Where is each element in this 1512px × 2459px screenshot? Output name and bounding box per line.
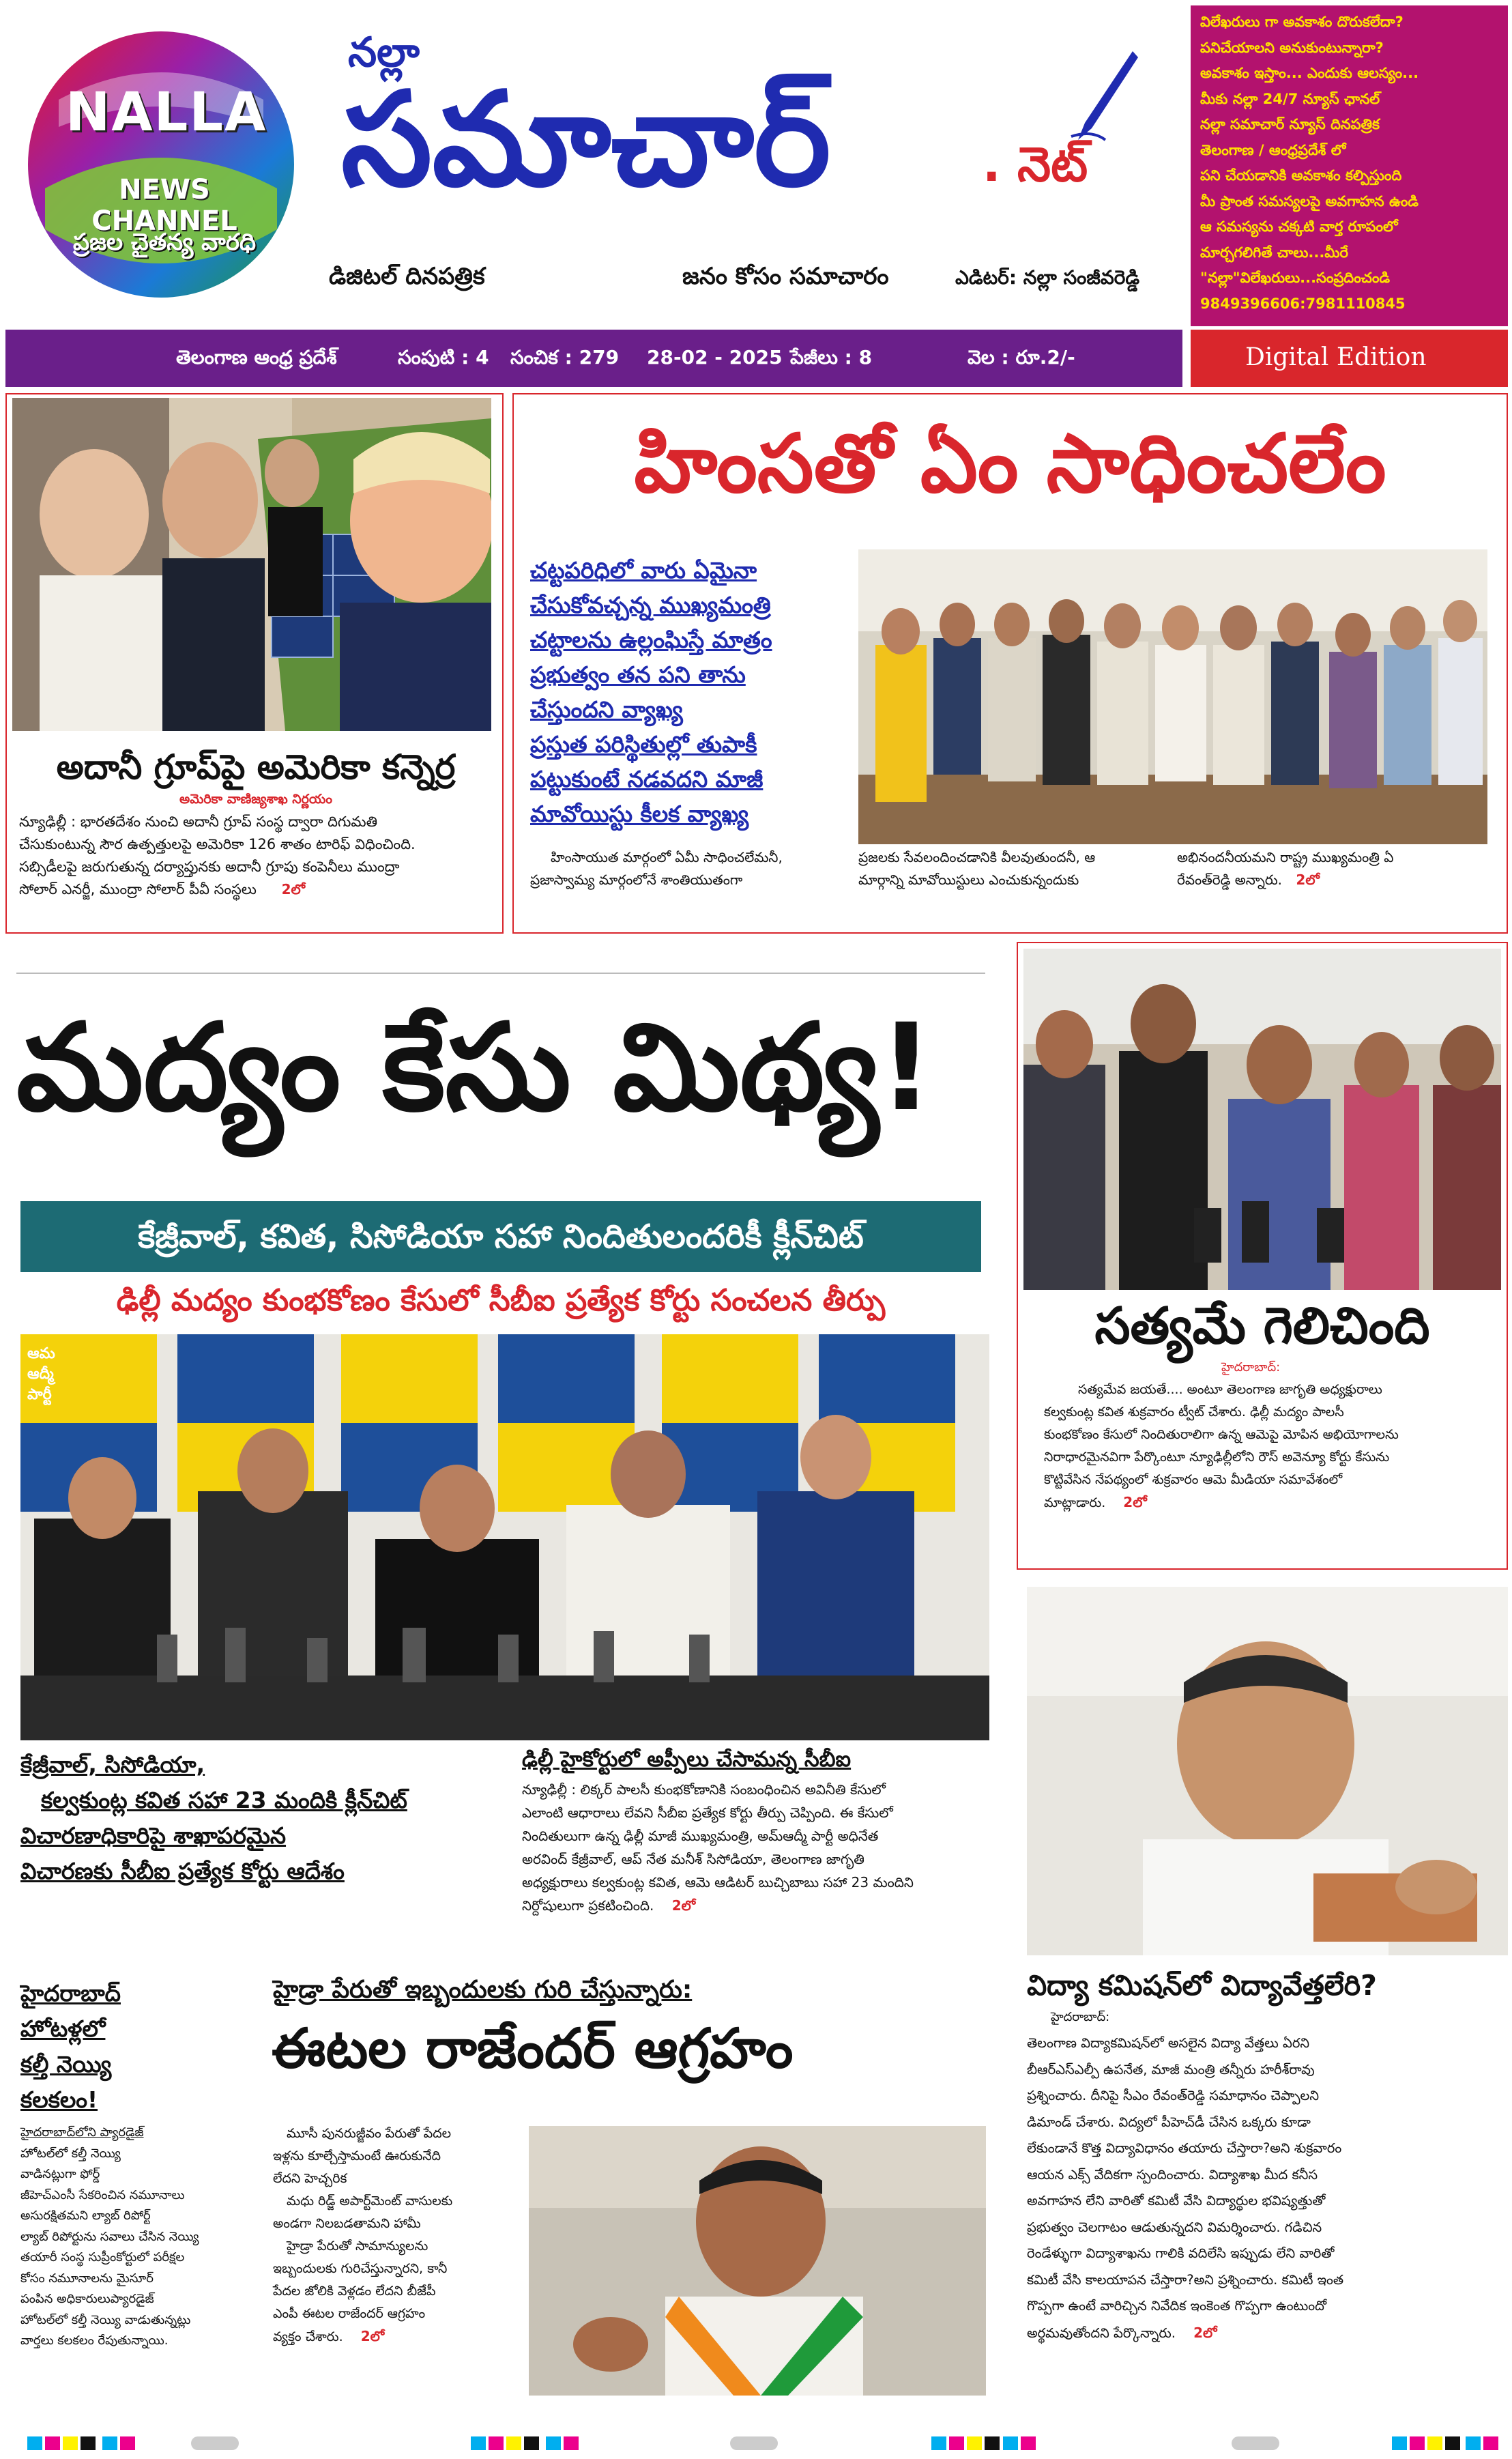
truth-headline: సత్యమే గెలిచింది — [1094, 1297, 1430, 1355]
etela-line: మధు రిడ్జ్ అపార్ట్‌మెంట్ వాసులకు — [287, 2194, 453, 2209]
info-pages: పేజీలు : 8 — [790, 346, 873, 369]
education-line: తెలంగాణ విద్యాకమిషన్‌లో అసలైన విద్యా వేత్తలు ఏరని — [1027, 2035, 1310, 2051]
education-line: ప్రభుత్వం చెలగాటం ఆడుతున్నదని విమర్శించారు. గడిచిన — [1027, 2219, 1322, 2235]
ghee-headline-line[interactable]: కల్తీ నెయ్యి — [20, 2051, 112, 2077]
ghee-line: హైదరాబాద్‌లోని ప్యారడైజ్ — [20, 2125, 144, 2140]
logo-title: NALLA — [66, 82, 267, 143]
truth-more-link[interactable]: 2లో — [1123, 1494, 1147, 1510]
violence-body-line — [1177, 869, 1394, 891]
liquor-subbanner: ఢిల్లీ మద్యం కుంభకోణం కేసులో సీబీఐ ప్రత్యేక కోర్టు సంచలన తీర్పు — [116, 1283, 886, 1318]
liquor-line: అరవింద్ కేజ్రీవాల్, ఆప్ నేత మనీశ్ సిసోడియా, తెలంగాణ జాగృతి — [522, 1851, 864, 1867]
adani-subhead: అమెరికా వాణిజ్యశాఖ నిర్ణయం — [179, 792, 332, 807]
violence-line[interactable]: చట్టాలను ఉల్లంఘిస్తే మాత్రం — [530, 627, 772, 653]
violence-line[interactable]: చట్టపరిధిలో వారు ఏమైనా — [530, 557, 757, 584]
truth-line-text: మాట్లాడారు. — [1044, 1495, 1106, 1510]
logo-subtitle: NEWS CHANNEL — [91, 174, 237, 237]
logo-tagline: ప్రజల చైతన్య వారధి — [73, 229, 256, 256]
etela-line: హైడ్రా పేరుతో సామాన్యులను — [287, 2239, 428, 2254]
ghee-line: తయారీ సంస్థ సుప్రీంకోర్టులో పరీక్షల — [20, 2250, 185, 2264]
ghee-line: పంపిన అధికారులుప్యారడైజ్ — [20, 2292, 154, 2306]
ad-line: మార్చగలిగితే చాలు...మీరే — [1200, 244, 1348, 261]
education-body — [1027, 2030, 1343, 2346]
ghee-headline-line[interactable]: హోటళ్లలో — [20, 2015, 106, 2042]
truth-line: కొట్టివేసిన నేపథ్యంలో శుక్రవారం ఆమె మీడియా సమావేశంలో — [1044, 1472, 1343, 1487]
violence-line[interactable]: పట్టుకుంటే నడవదని మాజీ — [530, 766, 764, 792]
etela-line: ఎంపీ ఈటల రాజేందర్ ఆగ్రహం — [273, 2306, 426, 2321]
masthead-left-tag: డిజిటల్ దినపత్రిక — [329, 263, 485, 290]
etela-kicker: హైడ్రా పేరుతో ఇబ్బందులకు గురి చేస్తున్నారు: — [273, 1976, 693, 2004]
ghee-line: వార్తలు కలకలం రేపుతున్నాయి. — [20, 2333, 169, 2348]
etela-photo — [529, 2126, 986, 2396]
masthead-editor: ఎడిటర్: నల్లా సంజీవరెడ్డి — [955, 266, 1140, 289]
ad-line: మీ ప్రాంత సమస్యలపై అవగాహన ఉండి — [1200, 192, 1419, 210]
ad-line: పని చేయడానికి అవకాశం కల్పిస్తుంది — [1200, 167, 1402, 184]
info-price: వెల : రూ.2/- — [968, 346, 1075, 369]
education-line: అవగాహన లేని వారితో కమిటీ వేసి విద్యార్థుల భవిష్యత్తుతో — [1027, 2193, 1326, 2209]
violence-more-link[interactable]: 2లో — [1296, 872, 1320, 888]
info-date: 28-02 - 2025 — [647, 346, 783, 369]
violence-body-line: అభినందనీయమని రాష్ట్ర ముఖ్యమంత్రి ఏ — [1177, 849, 1394, 865]
ghee-line: అసురక్షితమని ల్యాబ్ రిపోర్ట్ — [20, 2209, 151, 2223]
liquor-line: నిందితులుగా ఉన్న ఢిల్లీ మాజీ ముఖ్యమంత్రి, అమ్‌ఆద్మీ పార్టీ అధినేత — [522, 1828, 879, 1844]
liquor-highlight[interactable]: విచారణాధికారిపై శాఖాపరమైన — [20, 1822, 287, 1849]
ghee-line: హోటల్‌లో కల్తీ నెయ్యి — [20, 2146, 121, 2161]
liquor-highlight[interactable]: కల్వకుంట్ల కవిత సహా 23 మందికి క్లీన్‌చిట్ — [41, 1787, 407, 1813]
ghee-headline-line[interactable]: హైదరాబాద్ — [20, 1980, 121, 2007]
education-line — [1027, 2320, 1343, 2347]
pen-icon — [1064, 48, 1139, 146]
liquor-highlight[interactable]: కేజ్రీవాల్, సిసోడియా, — [20, 1751, 205, 1778]
ad-line: మీకు నల్లా 24/7 న్యూస్ ఛానల్ — [1200, 90, 1380, 107]
adani-line: సబ్సిడీలపై జరుగుతున్న దర్యాప్తునకు అదానీ గ్రూపు కంపెనీలు ముంద్రా — [19, 859, 400, 875]
etela-line: లేదని హెచ్చరిక — [273, 2171, 347, 2186]
etela-headline: ఈటల రాజేందర్ ఆగ్రహం — [272, 2017, 794, 2080]
adani-line: చేసుకుంటున్న సౌర ఉత్పత్తులపై అమెరికా 126 శాతం టారిఫ్ విధించింది. — [19, 836, 416, 852]
etela-more-link[interactable]: 2లో — [360, 2328, 385, 2344]
adani-line-text: సోలార్ ఎనర్జీ, ముంద్రా సోలార్ పీవీ సంస్థలు — [19, 881, 257, 897]
truth-line: సత్యమేవ జయతే.... అంటూ తెలంగాణ జాగృతి అధ్యక్షురాలు — [1078, 1382, 1382, 1397]
violence-body-line: హింసాయుత మార్గంలో ఏమీ సాధించలేమనీ, — [551, 849, 783, 865]
etela-line-text: వ్యక్తం చేశారు. — [273, 2329, 343, 2344]
education-dateline: హైదరాబాద్: — [1051, 2010, 1110, 2024]
ghee-line: కోసం నమూనాలను మైసూర్ — [20, 2271, 154, 2286]
etela-line: ఇళ్లను కూల్చేస్తామంటే ఊరుకునేది — [273, 2148, 441, 2163]
education-line: రెండేళ్ళుగా విద్యాశాఖను గాలికి వదిలేసి ఇప్పుడు లేని వారితో — [1027, 2245, 1335, 2261]
violence-line[interactable]: చేసుకోవచ్చన్న ముఖ్యమంత్రి — [530, 592, 771, 618]
edition-badge — [1191, 330, 1508, 387]
ad-line: "నల్లా"విలేఖరులు...సంప్రదించండి — [1200, 270, 1391, 286]
adani-body — [19, 811, 497, 901]
liquor-more-link[interactable]: 2లో — [671, 1897, 696, 1914]
cm-meeting-photo — [858, 549, 1487, 844]
liquor-line: ఎలాంటి ఆధారాలు లేవని సీబీఐ ప్రత్యేక కోర్టు తీర్పు చెప్పింది. ఈ కేసులో — [522, 1804, 893, 1821]
ghee-body — [20, 2123, 199, 2352]
liquor-sub-headline: ఢిల్లీ హైకోర్టులో అప్పీలు చేసామన్న సీబీఐ — [522, 1747, 852, 1772]
education-line: బీఆర్ఎస్ఎల్పీ ఉపనేత, మాజీ మంత్రి తన్నీరు హరీశ్‌రావు — [1027, 2061, 1315, 2077]
truth-body — [1044, 1379, 1399, 1514]
ad-phone: 9849396606:7981110845 — [1200, 295, 1406, 312]
education-line: ప్రశ్నించారు. దీనిపై సీఎం రేవంత్‌రెడ్డి సమాధానం చెప్పాలని — [1027, 2088, 1320, 2103]
etela-line: మూసీ పునరుజ్జీవం పేరుతో పేదల — [287, 2126, 452, 2141]
ghee-headline — [20, 1976, 121, 2118]
info-bar — [5, 330, 1182, 387]
ghee-headline-line[interactable]: కలకలం! — [20, 2086, 98, 2113]
ad-line: అవకాశం ఇస్తాం... ఎందుకు ఆలస్యం... — [1200, 65, 1419, 81]
violence-line[interactable]: మావోయిస్టు కీలక వ్యాఖ్య — [530, 801, 749, 827]
liquor-line-text: నిర్దోషులుగా ప్రకటించింది. — [522, 1897, 654, 1914]
harish-photo — [1027, 1587, 1508, 1955]
adani-more-link[interactable]: 2లో — [281, 881, 306, 897]
etela-line: అండగా నిలబడతామని హామీ — [273, 2216, 421, 2231]
violence-body-text: రేవంత్‌రెడ్డి అన్నారు. — [1177, 872, 1283, 888]
aap-word: ఆమ — [27, 1345, 55, 1362]
etela-line — [273, 2325, 452, 2348]
adani-line: న్యూఢిల్లీ : భారతదేశం నుంచి అదానీ గ్రూప్ సంస్థ ద్వారా దిగుమతి — [19, 814, 378, 830]
etela-line: ఇబ్బందులకు గురిచేస్తున్నారని, కానీ — [273, 2261, 448, 2276]
truth-line: కల్వకుంట్ల కవిత శుక్రవారం ట్వీట్ చేశారు. ఢిల్లీ మద్యం పాలసీ — [1044, 1405, 1344, 1420]
etela-line: పేదల జోలికి వెళ్లడం లేదని బీజేపీ — [273, 2284, 436, 2299]
education-line-text: అర్థమవుతోందని పేర్కొన్నారు. — [1027, 2325, 1176, 2341]
education-line: గొప్పగా ఉంటే వారిచ్చిన నివేదిక ఇంకెంత గొప్పగా ఉంటుందో — [1027, 2298, 1327, 2314]
ad-line: పనిచేయాలని అనుకుంటున్నారా? — [1200, 39, 1384, 56]
truth-line — [1044, 1491, 1399, 1514]
liquor-headline: మద్యం కేసు మిథ్య! — [16, 998, 934, 1138]
education-line: కమిటీ వేసి కాలయాపన చేస్తారా?అని ప్రశ్నించారు. కమిటీ ఇంత — [1027, 2271, 1344, 2288]
truth-dateline: హైదరాబాద్: — [1221, 1360, 1281, 1375]
ad-lines — [1200, 10, 1498, 317]
adani-line — [19, 878, 497, 901]
violence-body-line: ప్రజాస్వామ్య మార్గంలోనే శాంతియుతంగా — [530, 872, 743, 888]
violence-line[interactable]: ప్రస్తుత పరిస్థితుల్లో తుపాకీ — [530, 731, 757, 758]
violence-body-line: మార్గాన్ని మావోయిస్టులు ఎంచుకున్నందుకు — [858, 872, 1079, 888]
truth-line: కుంభకోణం కేసులో నిందితురాలిగా ఉన్న ఆమెపై మోపిన అభియోగాలను — [1044, 1427, 1399, 1442]
liquor-line: న్యూఢిల్లీ : లిక్కర్ పాలసీ కుంభకోణానికి సంబంధించిన అవినీతి కేసులో — [522, 1781, 886, 1798]
liquor-banner-text: కేజ్రీవాల్, కవిత, సిసోడియా సహా నిందితులందరికీ క్లీన్‌చిట్ — [138, 1218, 864, 1256]
violence-bold-lines — [530, 553, 772, 831]
masthead-suffix: . నెట్ — [983, 136, 1088, 192]
masthead-title: సమాచార్ — [341, 64, 831, 215]
masthead-prefix: నల్లా — [348, 29, 420, 76]
ad-line: నల్లా సమాచార్ న్యూస్ దినపత్రిక — [1200, 116, 1380, 132]
ghee-line: వాడినట్లుగా ఫోర్డ్ — [20, 2167, 100, 2181]
ad-line: తెలంగాణ / ఆంధ్రప్రదేశ్ లో — [1200, 141, 1346, 158]
ghee-line: హోటల్‌లో కల్తీ నెయ్యి వాడుతున్నట్లు — [20, 2312, 191, 2327]
education-headline: విద్యా కమిషన్‌లో విద్యావేత్తలేరి? — [1027, 1969, 1377, 2002]
ad-box — [1191, 5, 1508, 326]
violence-line[interactable]: ప్రభుత్వం తన పని తాను — [530, 661, 746, 688]
liquor-highlight[interactable]: విచారణకు సీబీఐ ప్రత్యేక కోర్టు ఆదేశం — [20, 1858, 345, 1884]
violence-body-left — [530, 846, 783, 891]
violence-body-mid — [858, 846, 1095, 891]
ghee-line: జీహెచ్‌ఎంసీ సేకరించిన నమూనాలు — [20, 2187, 185, 2202]
aap-backdrop-text — [27, 1344, 55, 1405]
info-issue: సంచిక : 279 — [510, 346, 620, 369]
aap-word: పార్టీ — [27, 1386, 52, 1403]
liquor-banner — [20, 1201, 981, 1272]
aap-word: ఆద్మీ — [27, 1366, 54, 1383]
logo — [25, 25, 297, 304]
ghee-line: ల్యాబ్ రిపోర్టును సవాలు చేసిన నెయ్యి — [20, 2229, 199, 2244]
info-volume: సంపుటి : 4 — [398, 346, 489, 369]
kavitha-photo — [1023, 949, 1501, 1290]
aap-press-photo — [20, 1334, 989, 1740]
adani-photo — [12, 398, 491, 731]
violence-body-right — [1177, 846, 1394, 891]
liquor-top-rule — [16, 973, 985, 974]
education-line: డిమాండ్ చేశారు. విద్యలో పీహెచ్‌డీ చేసిన ఒక్కరు కూడా — [1027, 2114, 1311, 2130]
violence-line[interactable]: చేస్తుందని వ్యాఖ్య — [530, 696, 683, 723]
liquor-line — [522, 1894, 914, 1917]
truth-line: నిరాధారమైనవిగా పేర్కొంటూ న్యూఢిల్లీలోని రౌస్ అవెన్యూ కోర్టు కేసును — [1044, 1450, 1390, 1465]
etela-body — [273, 2123, 452, 2348]
color-registration-marks — [0, 2433, 1512, 2454]
ad-line: ఆ సమస్యను చక్కటి వార్త రూపంలో — [1200, 218, 1398, 235]
education-more-link[interactable]: 2లో — [1193, 2324, 1217, 2341]
adani-headline: అదానీ గ్రూప్‌పై అమెరికా కన్నెర్ర — [56, 747, 456, 787]
liquor-highlights — [20, 1747, 407, 1889]
education-line: లేకుండానే కొత్త విద్యావిధానం తయారు చేస్తారా?అని శుక్రవారం — [1027, 2140, 1342, 2156]
education-line: ఆయన ఎక్స్ వేదికగా స్పందించారు. విద్యాశాఖ మీద కనీస — [1027, 2166, 1318, 2183]
liquor-body — [522, 1778, 914, 1917]
violence-headline: హింసతో ఏం సాధించలేం — [634, 416, 1386, 511]
edition-label: Digital Edition — [1245, 343, 1427, 371]
violence-body-line: ప్రజలకు సేవలందించడానికి వీలవుతుందనీ, ఆ — [858, 849, 1096, 865]
liquor-line: అధ్యక్షురాలు కల్వకుంట్ల కవిత, ఆమె ఆడిటర్ బుచ్చిబాబు సహా 23 మందిని — [522, 1874, 914, 1890]
masthead-center-tag: జనం కోసం సమాచారం — [682, 263, 889, 290]
info-states: తెలంగాణ ఆంధ్ర ప్రదేశ్ — [176, 346, 337, 369]
ad-line: విలేఖరులు గా అవకాశం దొరుకలేదా? — [1200, 14, 1404, 30]
